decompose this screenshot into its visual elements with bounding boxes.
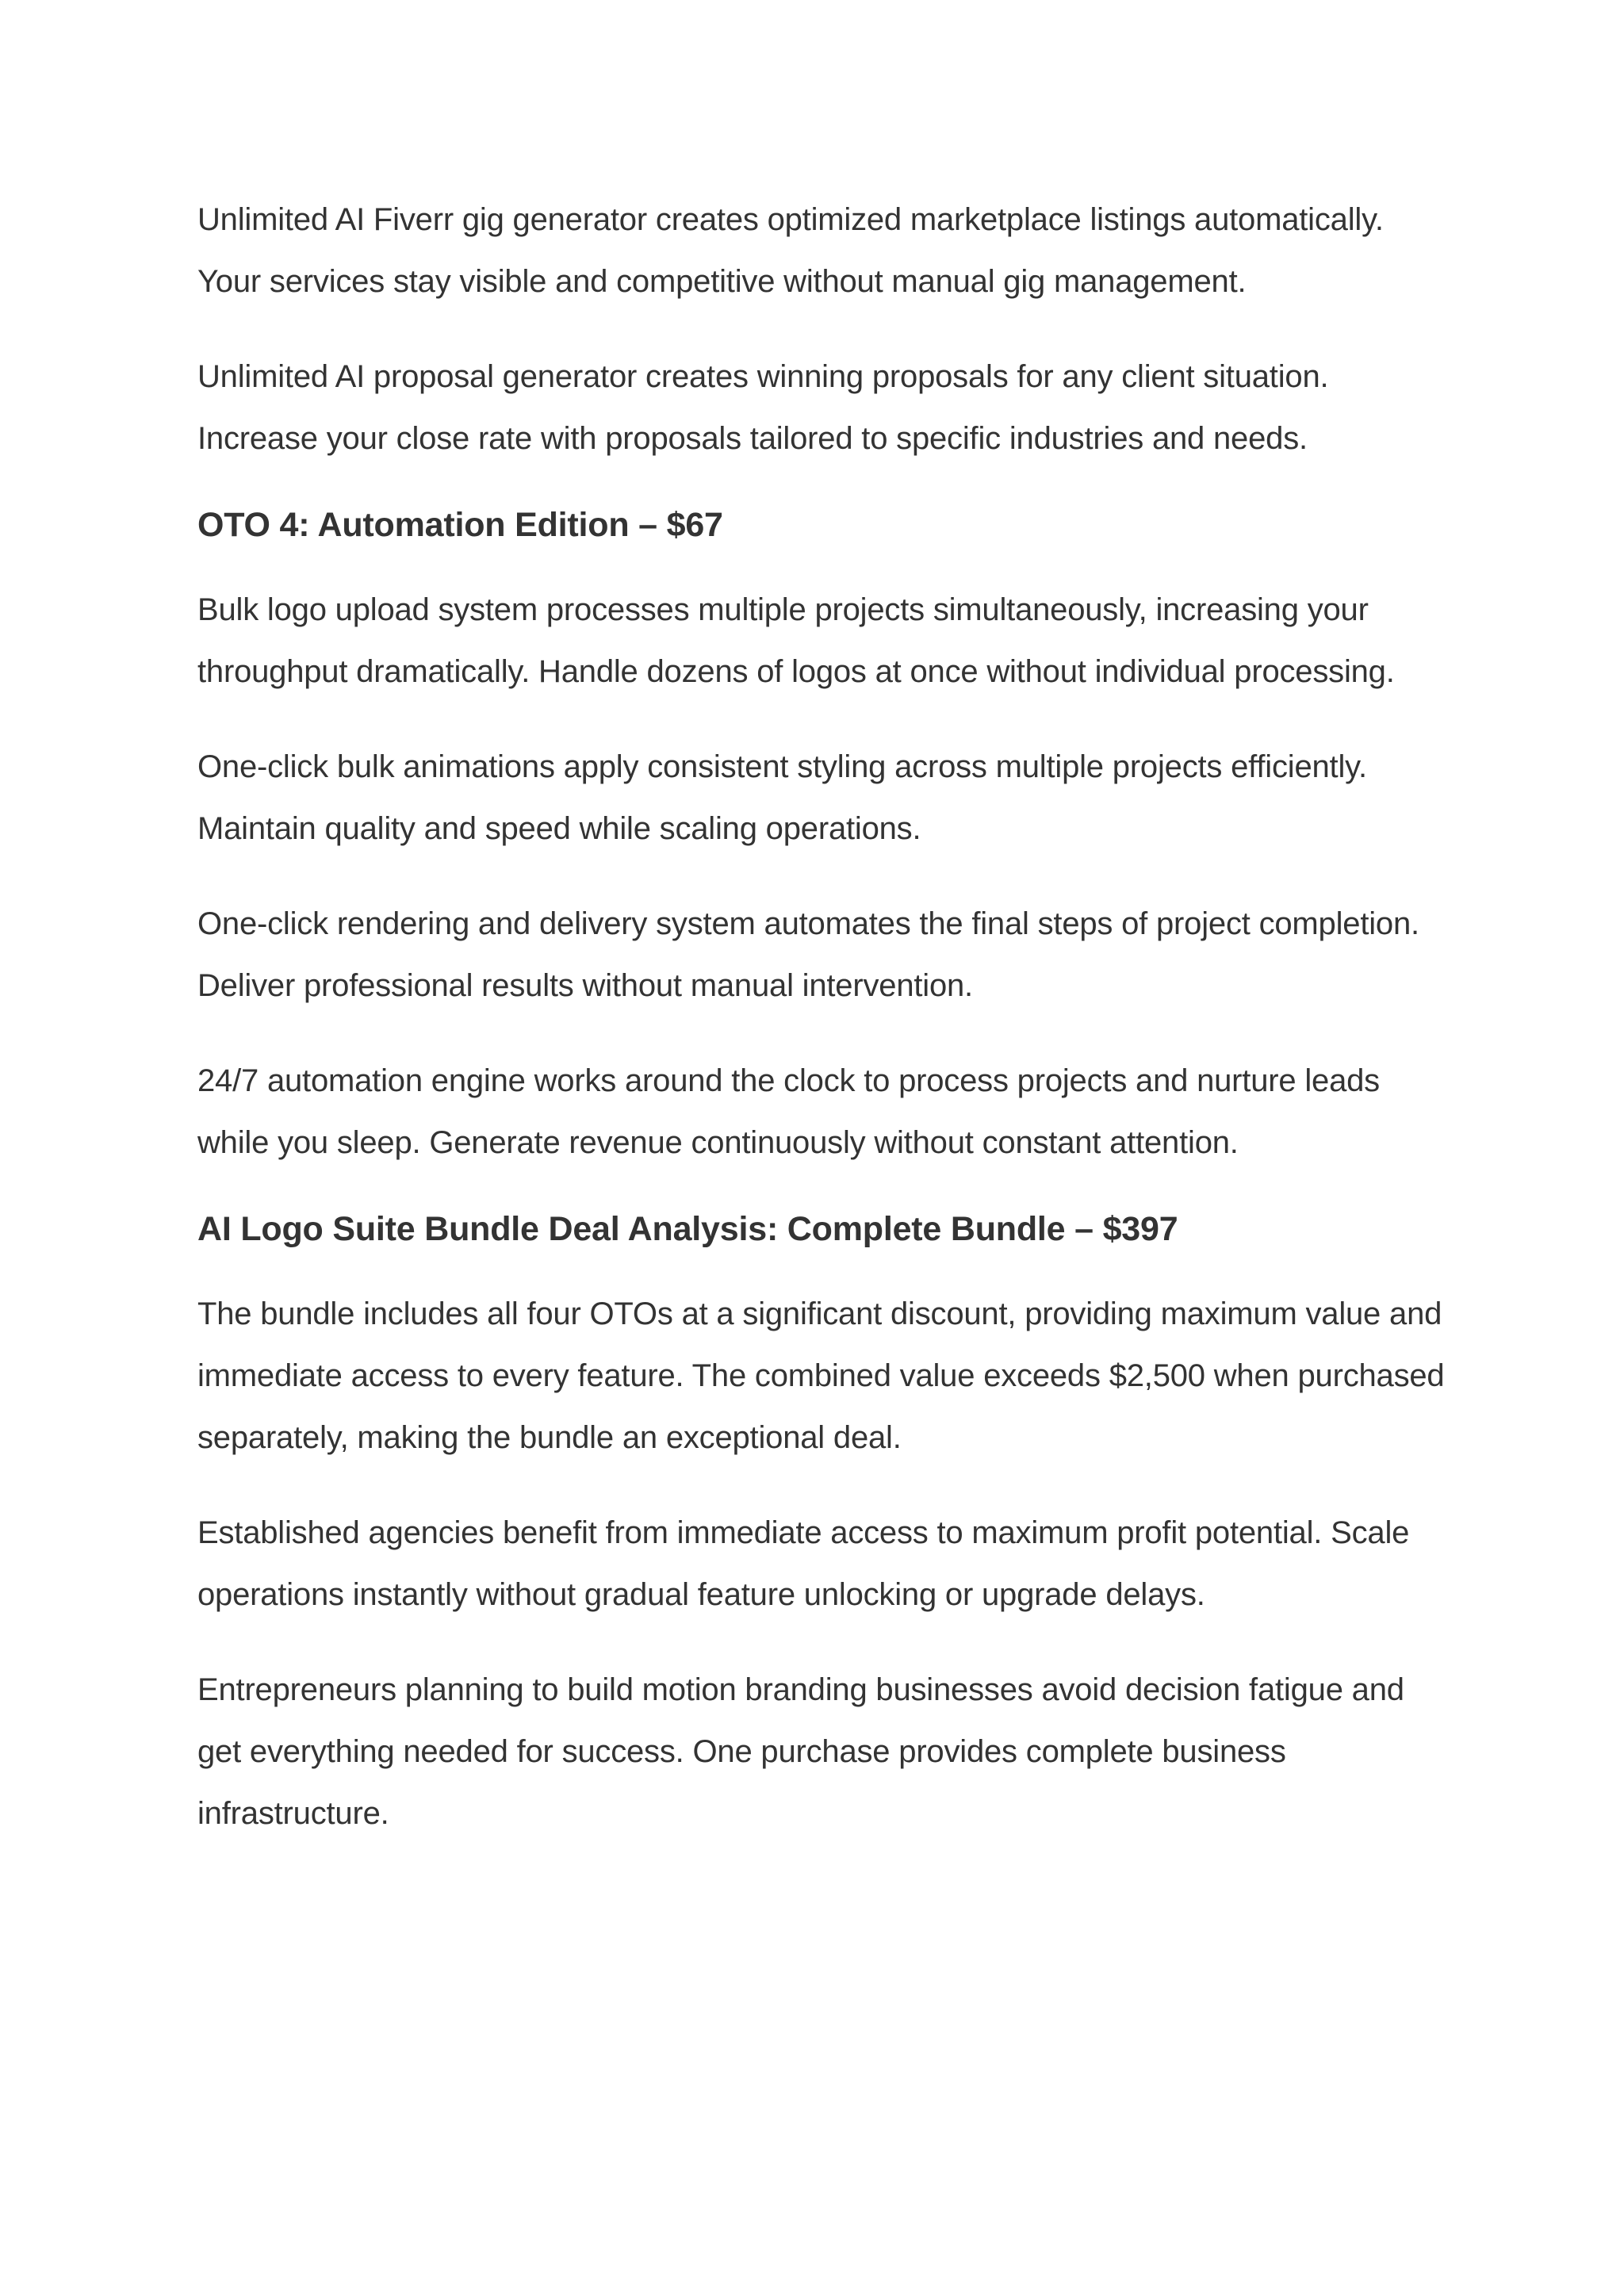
- paragraph-established-agencies: Established agencies benefit from immediate access to maximum profit potential. Scale operations instantly without gradual feature unlocking or upgrade delays.: [197, 1515, 1410, 1612]
- document-page: [197, 189, 1450, 1878]
- paragraph-bulk-logo-upload: Bulk logo upload system processes multiple projects simultaneously, increasing your throughput dramatically. Handle dozens of logos at once without individual processing.: [197, 592, 1395, 689]
- paragraph-rendering-delivery: One-click rendering and delivery system automates the final steps of project completion. Deliver professional results without manual intervention.: [197, 906, 1419, 1003]
- paragraph-bulk-animations: One-click bulk animations apply consistent styling across multiple projects efficiently. Maintain quality and speed while scaling operations.: [197, 749, 1367, 846]
- paragraph-automation-engine: 24/7 automation engine works around the clock to process projects and nurture leads while you sleep. Generate revenue continuously without constant attention.: [197, 1063, 1380, 1160]
- heading-bundle-deal: AI Logo Suite Bundle Deal Analysis: Complete Bundle – $397: [197, 1210, 1178, 1248]
- paragraph-bundle-includes: The bundle includes all four OTOs at a significant discount, providing maximum value and immediate access to every feature. The combined value exceeds $2,500 when purchased separately, making the bundle an exceptional deal.: [197, 1296, 1445, 1455]
- paragraph-fiverr-gig-generator: Unlimited AI Fiverr gig generator creates optimized marketplace listings automatically. Your services stay visible and competitive without manual gig management.: [197, 202, 1384, 299]
- heading-oto-4: OTO 4: Automation Edition – $67: [197, 506, 723, 544]
- paragraph-entrepreneurs: Entrepreneurs planning to build motion branding businesses avoid decision fatigue and get everything needed for success. One purchase provides complete business infrastructure.: [197, 1672, 1404, 1831]
- paragraph-proposal-generator: Unlimited AI proposal generator creates winning proposals for any client situation. Increase your close rate with proposals tailored to specific industries and needs.: [197, 359, 1329, 456]
